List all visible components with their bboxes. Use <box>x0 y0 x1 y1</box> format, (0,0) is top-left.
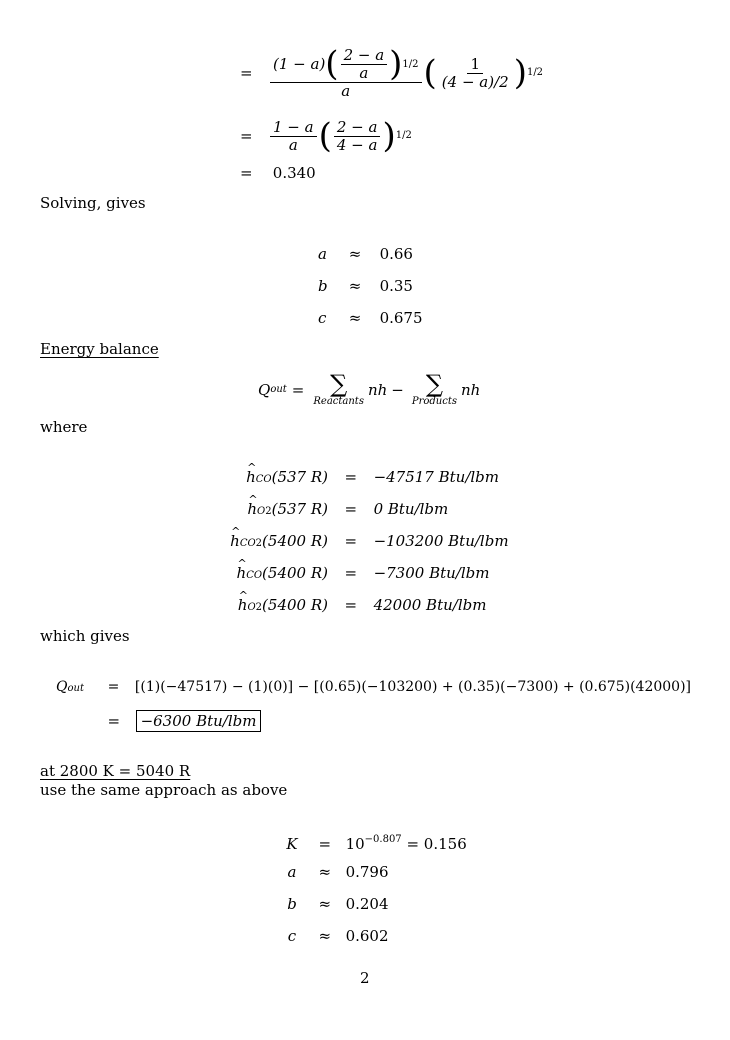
qout-line-2: = −6300 Btu/lbm <box>56 712 261 730</box>
sum-products: ∑ Products <box>411 370 457 407</box>
qout-result: −6300 Btu/lbm <box>136 710 262 732</box>
solution-row-c: c ≈ 0.675 <box>318 309 423 327</box>
solution2-row-b: b ≈ 0.204 <box>287 895 389 913</box>
ratio-line-3: = 0.340 <box>240 164 316 182</box>
page-number: 2 <box>360 969 370 987</box>
ratio-value: 0.340 <box>272 164 316 182</box>
ratio-line-2: = $\frac{1 - a}{a}$ ( $\frac{2 - a}{4 - a}$ ) 1/2 <box>240 116 412 156</box>
main-fraction: (1 − a) ( $\frac{2 - a}{a}$ ) 1/2 a <box>270 47 422 100</box>
sum-reactants: ∑ Reactants <box>313 370 364 407</box>
enthalpy-row: ^ hCO(537 R) = −47517 Btu/lbm <box>200 468 530 489</box>
which-gives-text: which gives <box>40 627 130 645</box>
enthalpy-row: ^ hO2(5400 R) = 42000 Btu/lbm <box>200 596 530 617</box>
solution-row-b: b ≈ 0.35 <box>318 277 413 295</box>
solving-text: Solving, gives <box>40 194 146 212</box>
energy-equation: Q out = ∑ Reactants nh − ∑ Products nh <box>258 370 481 407</box>
where-text: where <box>40 418 88 436</box>
qout-line-1: Qout = [(1)(−47517) − (1)(0)] − [(0.65)(−103200) + (0.35)(−7300) + (0.675)(42000)] <box>56 679 691 695</box>
equals-sign: = <box>240 64 253 82</box>
energy-heading: Energy balance <box>40 340 159 358</box>
enthalpy-row: ^ hCO(5400 R) = −7300 Btu/lbm <box>200 564 530 585</box>
enthalpy-row: ^ hO2(537 R) = 0 Btu/lbm <box>200 500 530 521</box>
section2-heading: at 2800 K = 5040 R <box>40 762 191 780</box>
ratio-line-1: = (1 − a) ( $\frac{2 - a}{a}$ ) 1/2 a ( $\frac{1}{(4 - a)/2}$ ) 1/2 <box>240 44 544 100</box>
qout-expression: [(1)(−47517) − (1)(0)] − [(0.65)(−103200) + (0.35)(−7300) + (0.675)(42000)] <box>134 679 691 695</box>
solution2-row-K: $K = 10^{-0.807} = 0.156$ <box>286 834 467 853</box>
section2-text: use the same approach as above <box>40 781 288 799</box>
solution2-row-c: c ≈ 0.602 <box>287 927 389 945</box>
solution-row-a: a ≈ 0.66 <box>318 245 413 263</box>
enthalpy-row: ^ hCO2(5400 R) = −103200 Btu/lbm <box>200 532 530 553</box>
second-fraction: $\frac{1}{(4 - a)/2}$ <box>441 54 509 91</box>
solution2-row-a: a ≈ 0.796 <box>287 863 389 881</box>
